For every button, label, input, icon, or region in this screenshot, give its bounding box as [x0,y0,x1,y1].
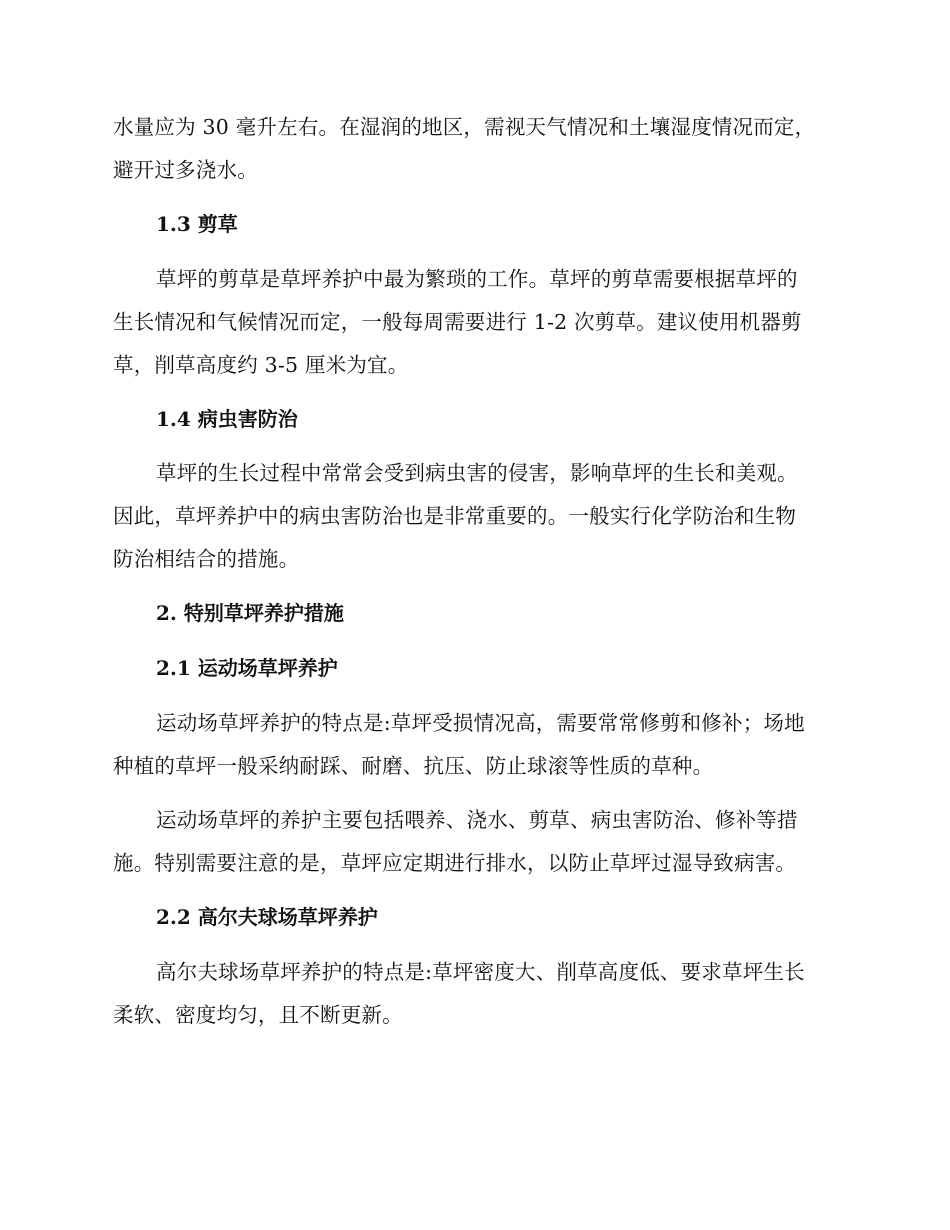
section-heading-2-2: 2.2 高尔夫球场草坪养护 [156,905,378,929]
paragraph-line: 高尔夫球场草坪养护的特点是:草坪密度大、削草高度低、要求草坪生长 [156,960,805,984]
paragraph-line: 运动场草坪养护的特点是:草坪受损情况高，需要常常修剪和修补；场地 [156,711,805,735]
paragraph-line: 柔软、密度均匀，且不断更新。 [113,1003,403,1027]
paragraph-line: 施。特别需要注意的是，草坪应定期进行排水，以防止草坪过湿导致病害。 [113,851,797,875]
section-heading-2: 2. 特别草坪养护措施 [156,601,344,625]
paragraph-line: 草，削草高度约 3-5 厘米为宜。 [113,353,409,377]
paragraph-line: 草坪的剪草是草坪养护中最为繁琐的工作。草坪的剪草需要根据草坪的 [156,267,798,291]
paragraph-line: 因此，草坪养护中的病虫害防治也是非常重要的。一般实行化学防治和生物 [113,504,797,528]
paragraph-line: 避开过多浇水。 [113,158,258,182]
paragraph-line: 防治相结合的措施。 [113,547,300,571]
paragraph-line: 运动场草坪的养护主要包括喂养、浇水、剪草、病虫害防治、修补等措 [156,808,798,832]
paragraph-line: 水量应为 30 毫升左右。在湿润的地区，需视天气情况和土壤湿度情况而定， [113,115,816,139]
section-heading-2-1: 2.1 运动场草坪养护 [156,656,338,680]
paragraph-line: 草坪的生长过程中常常会受到病虫害的侵害，影响草坪的生长和美观。 [156,461,798,485]
paragraph-line: 种植的草坪一般采纳耐踩、耐磨、抗压、防止球滚等性质的草种。 [113,754,714,778]
paragraph-line: 生长情况和气候情况而定，一般每周需要进行 1-2 次剪草。建议使用机器剪 [113,310,802,334]
section-heading-1-3: 1.3 剪草 [156,212,238,236]
section-heading-1-4: 1.4 病虫害防治 [156,407,298,431]
